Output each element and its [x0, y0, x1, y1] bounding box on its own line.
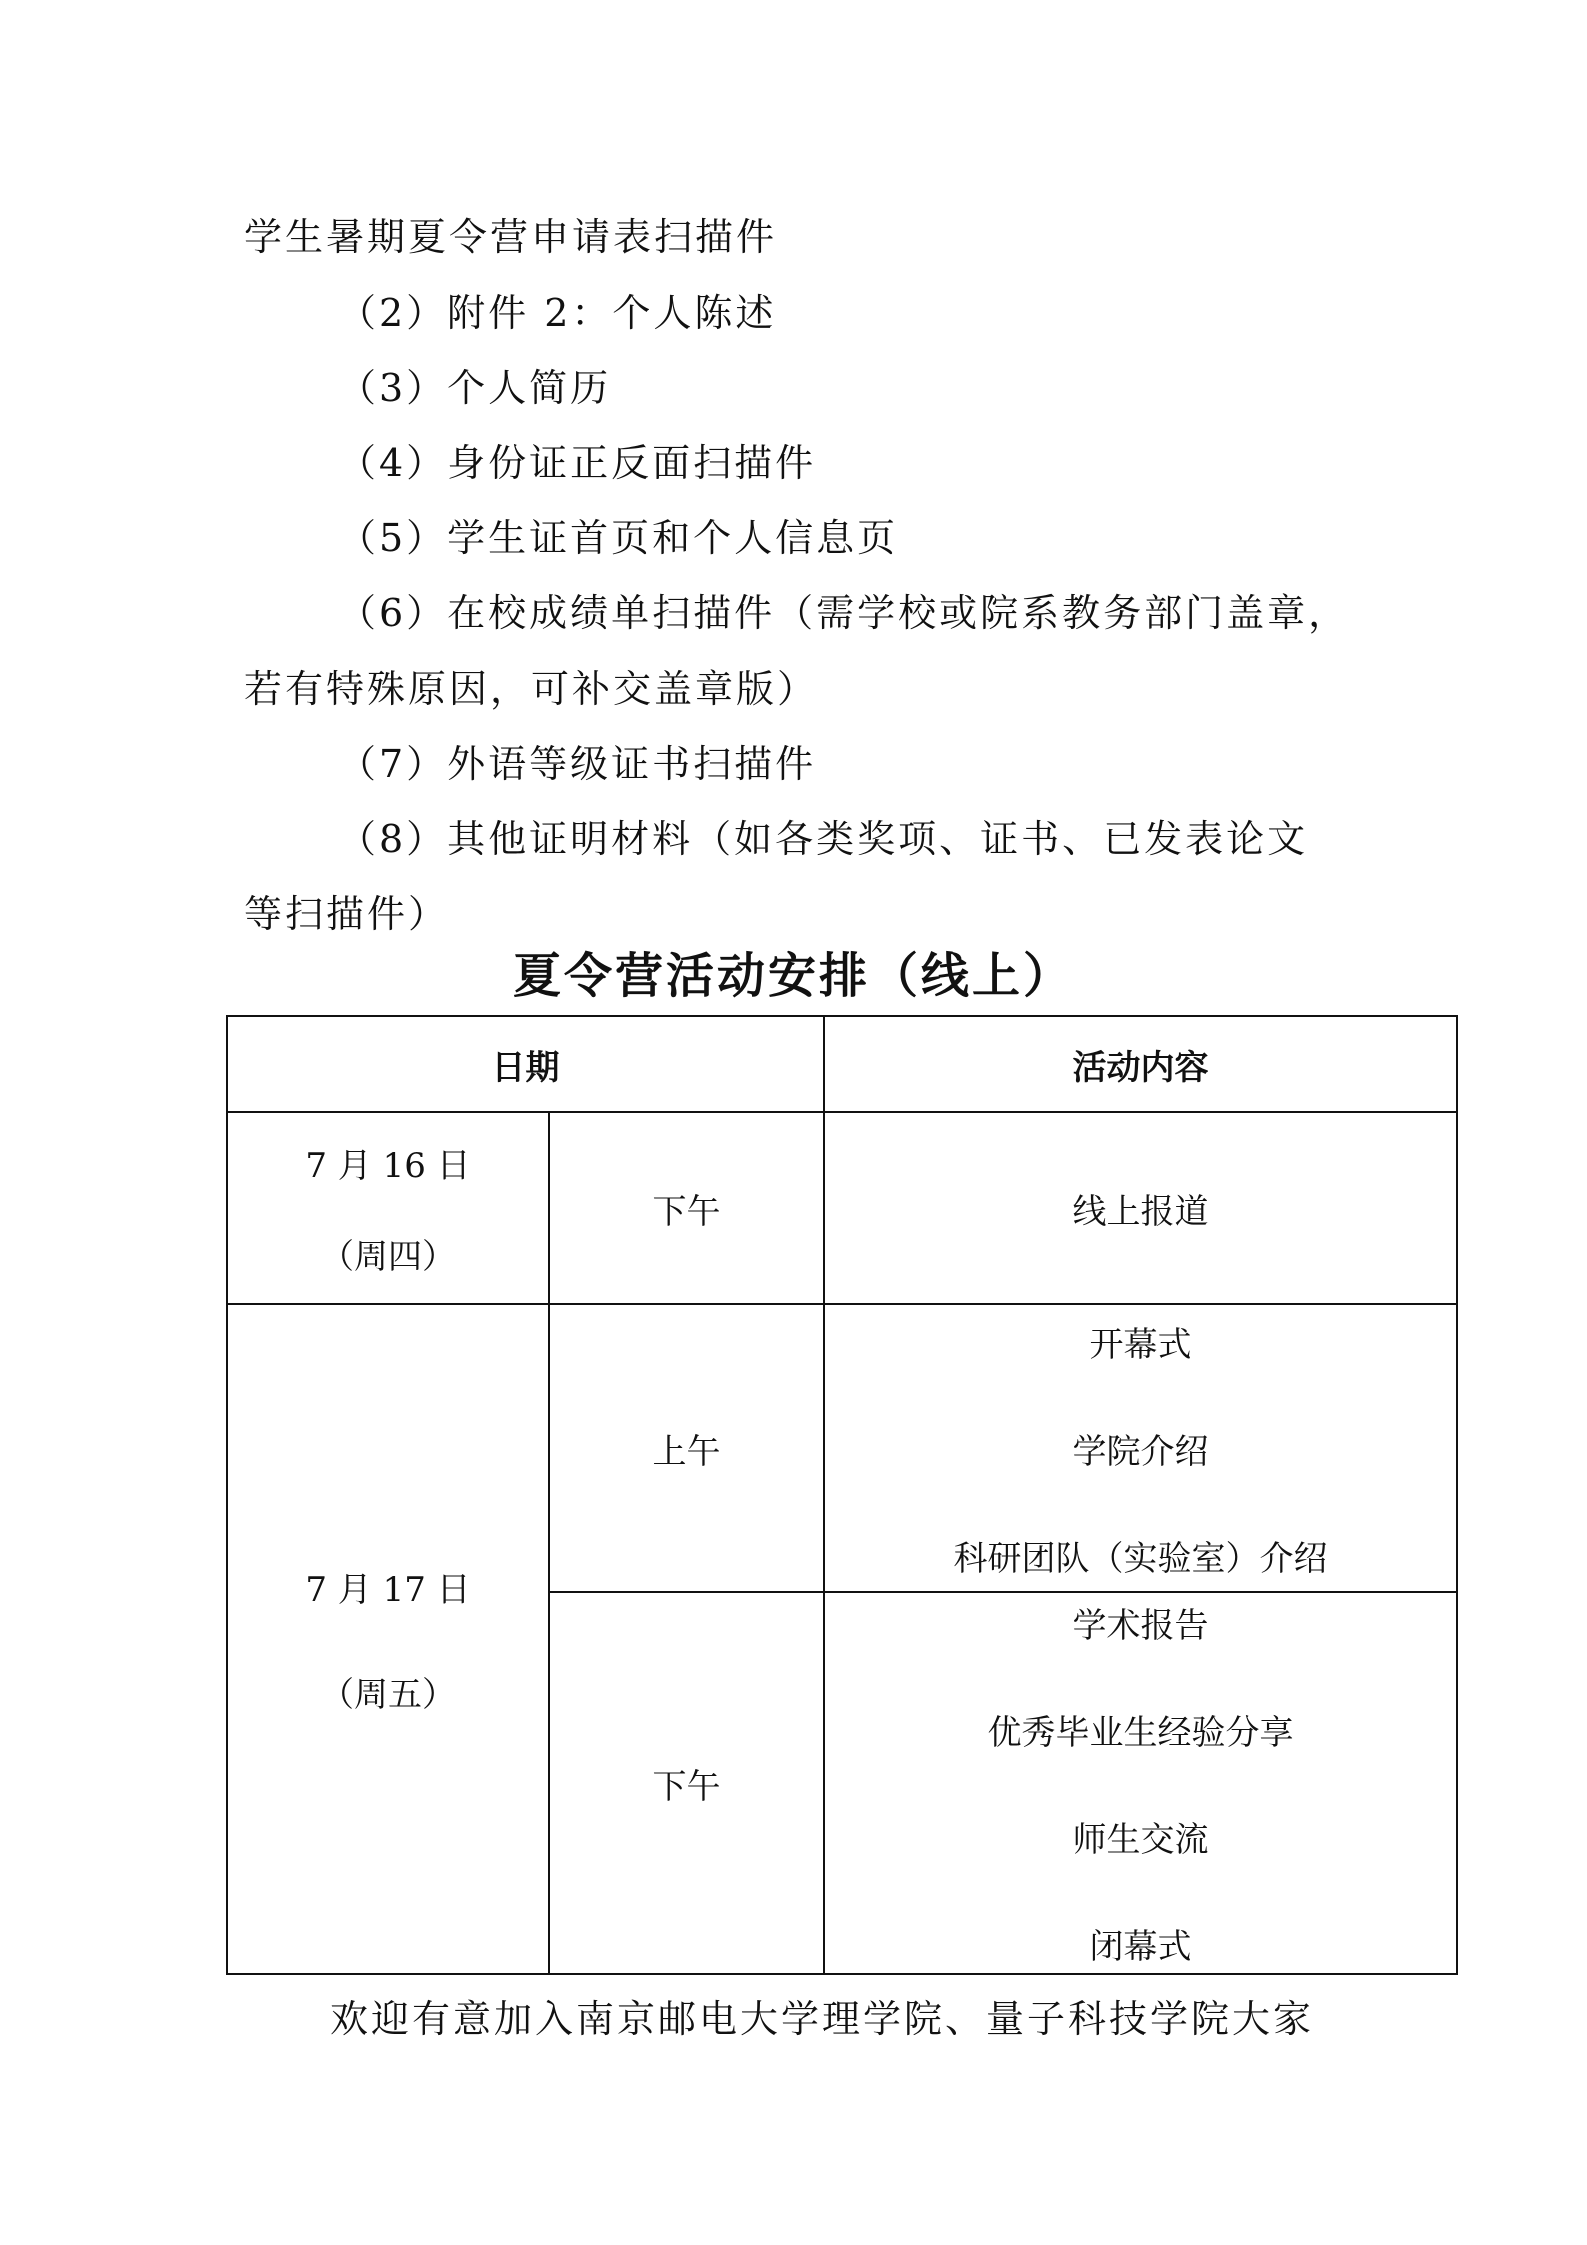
list-item-4: （4）身份证正反面扫描件 [338, 441, 817, 485]
closing-line-1: 欢迎有意加入南京邮电大学理学院、量子科技学院大家 [330, 1997, 1315, 2041]
activity-item: 优秀毕业生经验分享 [987, 1713, 1294, 1753]
day-1-date: 7 月 16 日 [305, 1146, 471, 1186]
list-item-7: （7）外语等级证书扫描件 [338, 742, 817, 786]
day-2-afternoon-period: 下午 [549, 1592, 824, 1974]
activity-item: 科研团队（实验室）介绍 [953, 1538, 1328, 1579]
day-2-date: 7 月 17 日 [305, 1570, 471, 1610]
list-item-6-line-2: 若有特殊原因，可补交盖章版） [244, 667, 819, 711]
day-2-morning-period: 上午 [549, 1304, 824, 1592]
table-row-day-1 [227, 1112, 1457, 1304]
activity-item: 学院介绍 [1072, 1431, 1209, 1472]
activity-item: 闭幕式 [1089, 1927, 1192, 1967]
table-row-day-2-morning [227, 1304, 1457, 1592]
schedule-title: 夏令营活动安排（线上） [512, 948, 1074, 1004]
list-item-5: （5）学生证首页和个人信息页 [338, 516, 899, 560]
list-item-2: （2）附件 2：个人陈述 [338, 291, 777, 335]
activity-item: 师生交流 [1072, 1820, 1209, 1860]
day-2-afternoon-activities [824, 1592, 1457, 1974]
table-header-row [227, 1016, 1457, 1112]
header-content: 活动内容 [824, 1016, 1457, 1112]
day-2-weekday: （周五） [320, 1675, 456, 1715]
list-item-8-line-1: （8）其他证明材料（如各类奖项、证书、已发表论文 [338, 817, 1309, 861]
day-2-date-cell [227, 1304, 549, 1974]
activity-item: 学术报告 [1072, 1606, 1209, 1646]
day-1-activity: 线上报道 [824, 1112, 1457, 1304]
body-line-1: 学生暑期夏令营申请表扫描件 [244, 215, 778, 259]
schedule-table [226, 1015, 1458, 1975]
activity-item: 开幕式 [1089, 1324, 1192, 1365]
day-2-morning-activities [824, 1304, 1457, 1592]
day-1-weekday: （周四） [320, 1237, 456, 1277]
day-1-date-cell [227, 1112, 549, 1304]
list-item-3: （3）个人简历 [338, 366, 612, 410]
day-1-period: 下午 [549, 1112, 824, 1304]
list-item-8-line-2: 等扫描件） [244, 892, 450, 936]
list-item-6-line-1: （6）在校成绩单扫描件（需学校或院系教务部门盖章， [338, 591, 1350, 635]
header-date: 日期 [227, 1016, 824, 1112]
